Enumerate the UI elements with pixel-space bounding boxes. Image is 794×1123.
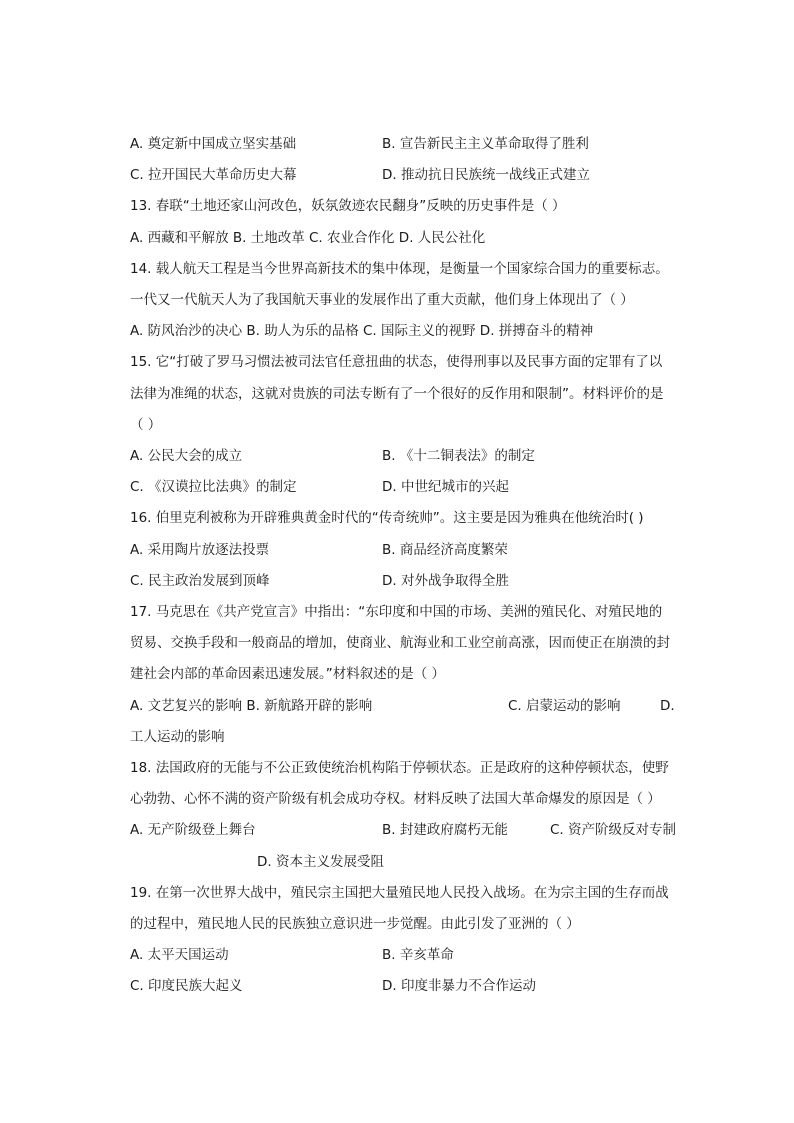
q17-option-d-label: D. bbox=[660, 698, 675, 714]
q12-option-c: C. 拉开国民大革命历史大幕 bbox=[130, 167, 297, 183]
q18-option-a: A. 无产阶级登上舞台 bbox=[130, 822, 256, 838]
q19-option-d: D. 印度非暴力不合作运动 bbox=[382, 978, 536, 994]
q19-stem-line2: 的过程中，殖民地人民的民族独立意识进一步觉醒。由此引发了亚洲的（ ） bbox=[130, 916, 580, 932]
q16-option-a: A. 采用陶片放逐法投票 bbox=[130, 542, 270, 558]
q19-option-b: B. 辛亥革命 bbox=[382, 947, 454, 963]
q15-stem-line1: 15. 它“打破了罗马习惯法被司法官任意扭曲的状态，使得刑事以及民事方面的定罪有了以 bbox=[130, 354, 663, 370]
q14-options: A. 防风治沙的决心 B. 助人为乐的品格 C. 国际主义的视野 D. 拼搏奋斗的精神 bbox=[130, 323, 594, 339]
q17-stem-line1: 17. 马克思在《共产党宣言》中指出：“东印度和中国的市场、美洲的殖民化、对殖民地的 bbox=[130, 604, 663, 620]
q13-options: A. 西藏和平解放 B. 土地改革 C. 农业合作化 D. 人民公社化 bbox=[130, 230, 486, 246]
q18-option-d: D. 资本主义发展受阻 bbox=[257, 854, 384, 870]
q15-option-a: A. 公民大会的成立 bbox=[130, 448, 243, 464]
q16-stem: 16. 伯里克利被称为开辟雅典黄金时代的“传奇统帅”。这主要是因为雅典在他统治时( ) bbox=[130, 510, 644, 526]
q17-option-d-text: 工人运动的影响 bbox=[130, 729, 225, 745]
q15-stem-line2: 法律为准绳的状态，这就对贵族的司法专断有了一个很好的反作用和限制”。材料评价的是 bbox=[130, 386, 664, 402]
q19-option-c: C. 印度民族大起义 bbox=[130, 978, 243, 994]
q19-stem-line1: 19. 在第一次世界大战中，殖民宗主国把大量殖民地人民投入战场。在为宗主国的生存而战 bbox=[130, 885, 669, 901]
q14-stem-line1: 14. 载人航天工程是当今世界高新技术的集中体现，是衡量一个国家综合国力的重要标志。 bbox=[130, 261, 669, 277]
q16-option-b: B. 商品经济高度繁荣 bbox=[382, 542, 508, 558]
q19-option-a: A. 太平天国运动 bbox=[130, 947, 229, 963]
q16-option-d: D. 对外战争取得全胜 bbox=[382, 573, 509, 589]
q17-stem-line2: 贸易、交换手段和一般商品的增加，使商业、航海业和工业空前高涨，因而使正在崩溃的封 bbox=[130, 635, 670, 651]
q17-option-c: C. 启蒙运动的影响 bbox=[508, 698, 621, 714]
q18-option-c: C. 资产阶级反对专制 bbox=[550, 822, 677, 838]
q15-option-c: C. 《汉谟拉比法典》的制定 bbox=[130, 479, 297, 495]
q17-options-ab: A. 文艺复兴的影响 B. 新航路开辟的影响 bbox=[130, 698, 373, 714]
q15-stem-line3: （ ） bbox=[130, 417, 162, 433]
q18-stem-line2: 心勃勃、心怀不满的资产阶级有机会成功夺权。材料反映了法国大革命爆发的原因是（ ） bbox=[130, 791, 661, 807]
q18-option-b: B. 封建政府腐朽无能 bbox=[382, 822, 508, 838]
q18-stem-line1: 18. 法国政府的无能与不公正致使统治机构陷于停顿状态。正是政府的这种停顿状态，使野 bbox=[130, 760, 669, 776]
q12-option-d: D. 推动抗日民族统一战线正式建立 bbox=[382, 167, 590, 183]
q16-option-c: C. 民主政治发展到顶峰 bbox=[130, 573, 270, 589]
q17-stem-line3: 建社会内部的革命因素迅速发展。”材料叙述的是（ ） bbox=[130, 666, 446, 682]
q12-option-b: B. 宣告新民主主义革命取得了胜利 bbox=[382, 136, 589, 152]
q14-stem-line2: 一代又一代航天人为了我国航天事业的发展作出了重大贡献，他们身上体现出了（ ） bbox=[130, 292, 634, 308]
q13-stem: 13. 春联“土地还家山河改色，妖氛敛迹农民翻身”反映的历史事件是（ ） bbox=[130, 198, 566, 214]
q15-option-b: B. 《十二铜表法》的制定 bbox=[382, 448, 535, 464]
q15-option-d: D. 中世纪城市的兴起 bbox=[382, 479, 509, 495]
q12-option-a: A. 奠定新中国成立坚实基础 bbox=[130, 136, 297, 152]
